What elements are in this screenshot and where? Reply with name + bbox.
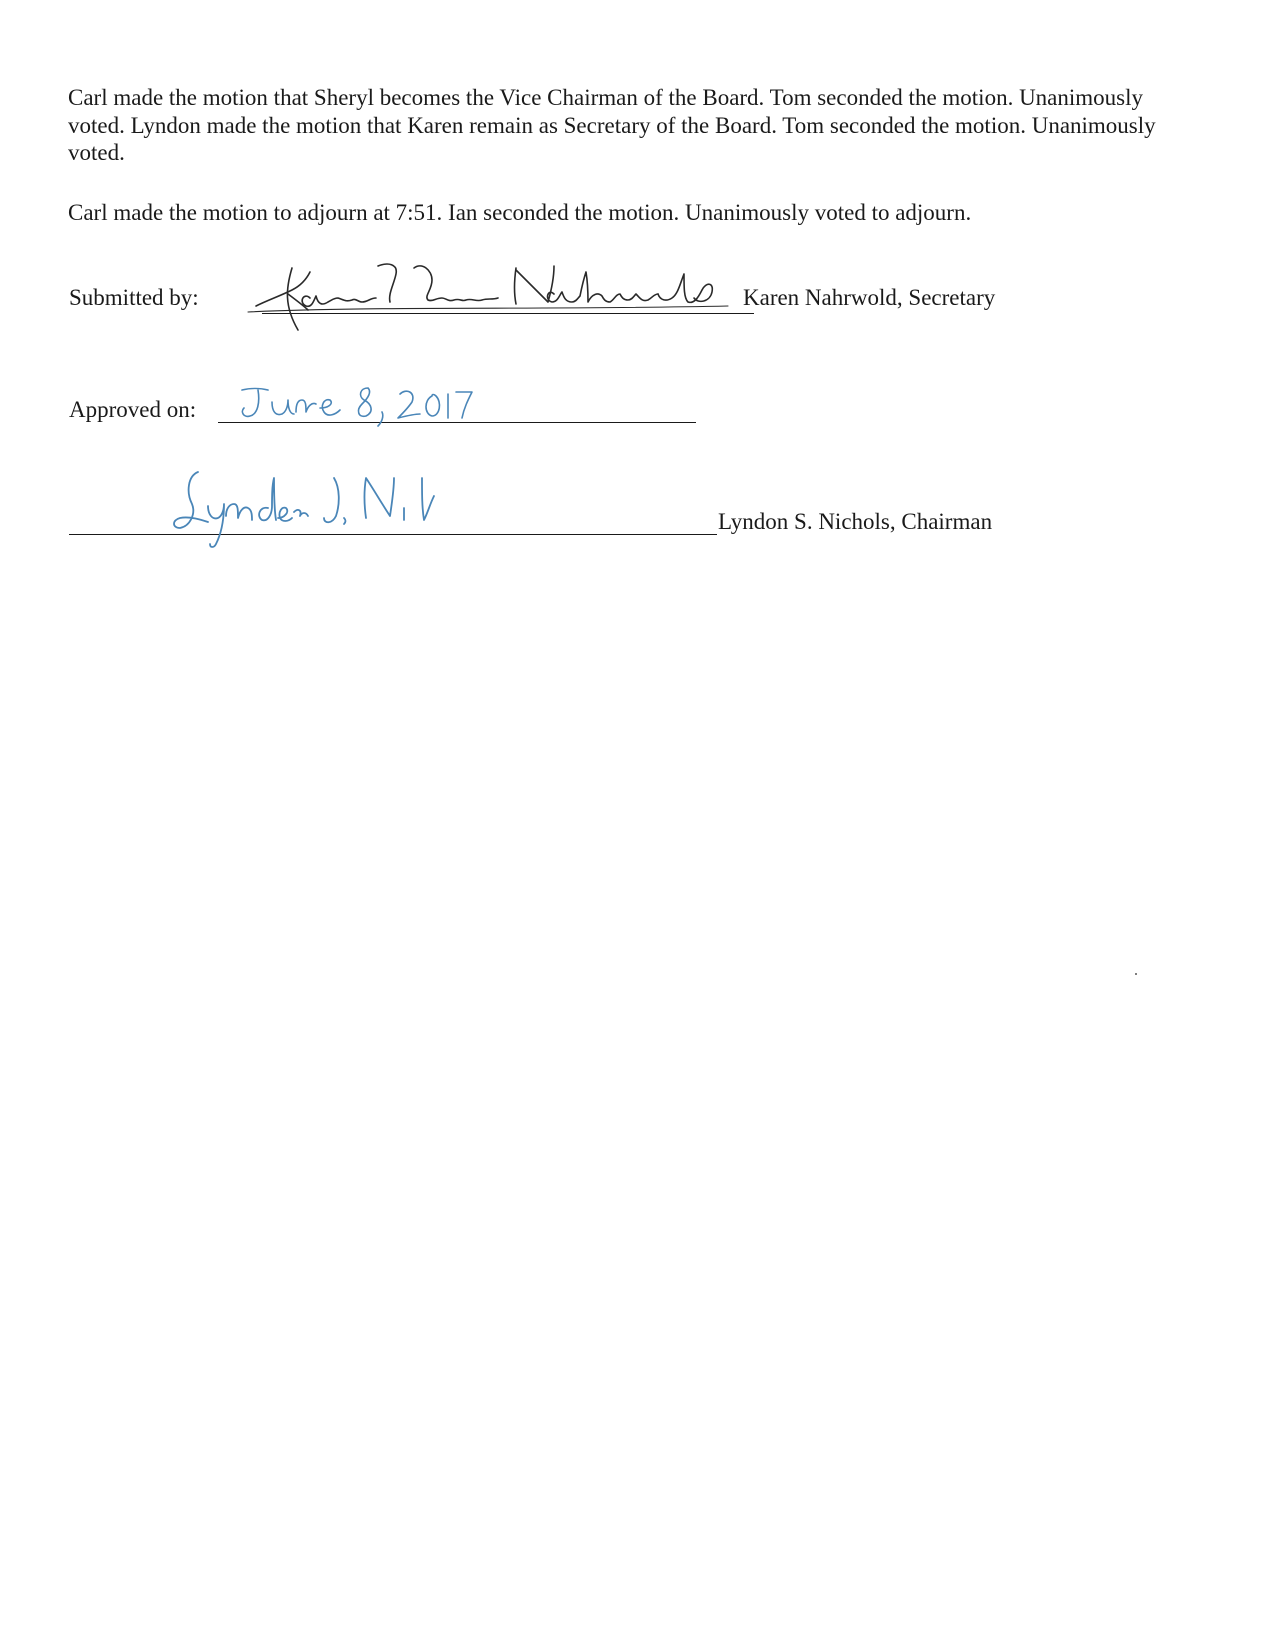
chairman-signature-line bbox=[69, 534, 717, 535]
adjournment-paragraph: Carl made the motion to adjourn at 7:51. Ian seconded the motion. Unanimously voted to adjourn. bbox=[68, 200, 972, 225]
handwritten-date bbox=[236, 384, 496, 434]
secretary-signature bbox=[248, 258, 758, 338]
approval-date-line bbox=[218, 422, 696, 423]
secretary-signature-text bbox=[0, 0, 1, 1]
secretary-signature-line bbox=[262, 313, 754, 314]
approved-on-label: Approved on: bbox=[69, 397, 197, 422]
secretary-name-title: Karen Nahrwold, Secretary bbox=[743, 285, 996, 310]
chairman-signature bbox=[168, 468, 468, 552]
motion-officers-paragraph: Carl made the motion that Sheryl becomes the Vice Chairman of the Board. Tom seconded the motion. Unanimously voted. Lyndon made the motion that Karen remain as Secretary of the Board. Tom seconded the motion. Unanimously voted. bbox=[68, 85, 1156, 165]
chairman-name-title: Lyndon S. Nichols, Chairman bbox=[718, 509, 993, 534]
submitted-by-label: Submitted by: bbox=[69, 285, 199, 310]
chairman-signature-text bbox=[0, 0, 1, 1]
scan-speck bbox=[1135, 973, 1137, 975]
handwritten-date-text bbox=[0, 0, 1, 1]
